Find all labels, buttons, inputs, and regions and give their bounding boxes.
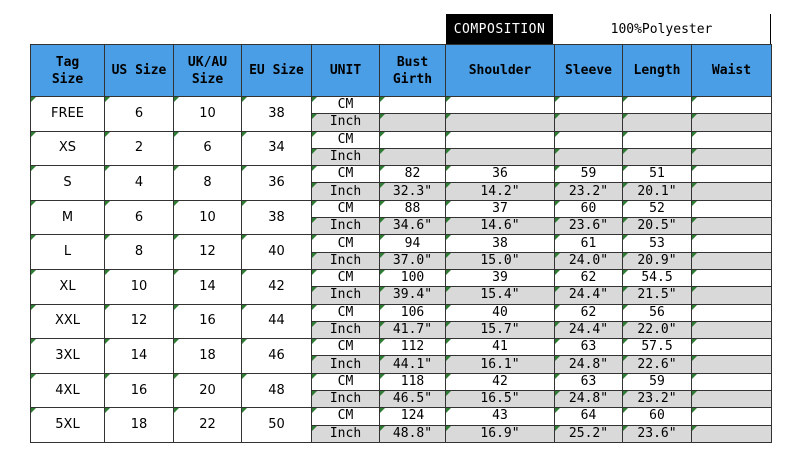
cell-us: 12 bbox=[105, 304, 174, 339]
header-length bbox=[623, 45, 692, 97]
cell-inch-shoulder: 15.0" bbox=[446, 252, 555, 269]
header-text: Sleeve bbox=[565, 63, 612, 78]
header-text: Tag bbox=[55, 54, 80, 70]
cell-cm-waist bbox=[692, 408, 772, 425]
header-eu-size bbox=[242, 45, 312, 97]
cell-inch-length: 22.0" bbox=[623, 321, 692, 338]
header-bust-girth bbox=[380, 45, 446, 97]
cell-inch-length: 23.2" bbox=[623, 391, 692, 408]
table-row bbox=[31, 131, 772, 148]
cell-inch-bust bbox=[380, 114, 446, 131]
cell-cm-length: 57.5 bbox=[623, 339, 692, 356]
header-text: Girth bbox=[392, 71, 433, 87]
cell-us: 6 bbox=[105, 97, 174, 132]
cell-inch-waist bbox=[692, 287, 772, 304]
table-row bbox=[31, 304, 772, 321]
cell-eu: 50 bbox=[242, 408, 312, 443]
cell-cm-length: 54.5 bbox=[623, 269, 692, 286]
header-text: UK/AU bbox=[187, 54, 228, 70]
cell-inch-bust: 39.4" bbox=[380, 287, 446, 304]
cell-inch-sleeve: 23.6" bbox=[555, 218, 623, 235]
cell-tag: 4XL bbox=[31, 373, 105, 408]
cell-inch-sleeve: 25.2" bbox=[555, 425, 623, 442]
cell-cm-unit: CM bbox=[312, 408, 380, 425]
header-tag-size bbox=[31, 45, 105, 97]
header-text: US Size bbox=[111, 63, 167, 78]
cell-cm-shoulder: 36 bbox=[446, 166, 555, 183]
cell-us: 8 bbox=[105, 235, 174, 270]
cell-cm-waist bbox=[692, 269, 772, 286]
cell-inch-unit: Inch bbox=[312, 287, 380, 304]
cell-inch-sleeve: 24.0" bbox=[555, 252, 623, 269]
cell-inch-sleeve bbox=[555, 148, 623, 165]
cell-cm-sleeve bbox=[555, 97, 623, 114]
cell-uk: 18 bbox=[174, 339, 242, 374]
cell-cm-unit: CM bbox=[312, 97, 380, 114]
header-shoulder bbox=[446, 45, 555, 97]
cell-inch-shoulder: 14.6" bbox=[446, 218, 555, 235]
composition-bar bbox=[446, 14, 771, 44]
cell-uk: 10 bbox=[174, 200, 242, 235]
cell-tag: 5XL bbox=[31, 408, 105, 443]
cell-inch-bust: 48.8" bbox=[380, 425, 446, 442]
cell-cm-shoulder: 43 bbox=[446, 408, 555, 425]
cell-inch-length: 20.9" bbox=[623, 252, 692, 269]
cell-tag: XS bbox=[31, 131, 105, 166]
cell-inch-bust bbox=[380, 148, 446, 165]
cell-eu: 42 bbox=[242, 269, 312, 304]
cell-inch-length bbox=[623, 114, 692, 131]
cell-eu: 38 bbox=[242, 200, 312, 235]
header-unit bbox=[312, 45, 380, 97]
header-uk-au-size bbox=[174, 45, 242, 97]
cell-inch-unit: Inch bbox=[312, 425, 380, 442]
cell-cm-shoulder: 39 bbox=[446, 269, 555, 286]
cell-cm-length: 59 bbox=[623, 373, 692, 390]
cell-inch-length: 22.6" bbox=[623, 356, 692, 373]
cell-inch-unit: Inch bbox=[312, 183, 380, 200]
cell-inch-waist bbox=[692, 183, 772, 200]
cell-cm-bust: 124 bbox=[380, 408, 446, 425]
cell-cm-bust: 106 bbox=[380, 304, 446, 321]
cell-tag: XL bbox=[31, 269, 105, 304]
cell-inch-waist bbox=[692, 391, 772, 408]
header-row bbox=[31, 45, 772, 97]
cell-uk: 14 bbox=[174, 269, 242, 304]
cell-inch-waist bbox=[692, 321, 772, 338]
cell-cm-bust: 112 bbox=[380, 339, 446, 356]
cell-cm-sleeve bbox=[555, 131, 623, 148]
cell-inch-sleeve: 24.8" bbox=[555, 391, 623, 408]
cell-inch-waist bbox=[692, 148, 772, 165]
cell-inch-sleeve bbox=[555, 114, 623, 131]
header-waist bbox=[692, 45, 772, 97]
cell-tag: S bbox=[31, 166, 105, 201]
cell-inch-shoulder: 16.1" bbox=[446, 356, 555, 373]
cell-us: 4 bbox=[105, 166, 174, 201]
cell-inch-shoulder: 16.9" bbox=[446, 425, 555, 442]
cell-inch-bust: 37.0" bbox=[380, 252, 446, 269]
cell-uk: 8 bbox=[174, 166, 242, 201]
cell-inch-sleeve: 23.2" bbox=[555, 183, 623, 200]
cell-eu: 36 bbox=[242, 166, 312, 201]
cell-uk: 16 bbox=[174, 304, 242, 339]
cell-eu: 48 bbox=[242, 373, 312, 408]
cell-cm-waist bbox=[692, 97, 772, 114]
cell-inch-bust: 34.6" bbox=[380, 218, 446, 235]
header-text: Size bbox=[191, 71, 224, 87]
cell-cm-sleeve: 62 bbox=[555, 269, 623, 286]
cell-tag: XXL bbox=[31, 304, 105, 339]
header-sleeve bbox=[555, 45, 623, 97]
cell-cm-shoulder bbox=[446, 131, 555, 148]
cell-cm-shoulder: 42 bbox=[446, 373, 555, 390]
cell-cm-length: 53 bbox=[623, 235, 692, 252]
cell-inch-unit: Inch bbox=[312, 218, 380, 235]
cell-cm-bust: 82 bbox=[380, 166, 446, 183]
cell-cm-bust: 88 bbox=[380, 200, 446, 217]
cell-cm-sleeve: 60 bbox=[555, 200, 623, 217]
composition-value: 100%Polyester bbox=[553, 14, 771, 44]
cell-cm-length bbox=[623, 131, 692, 148]
cell-inch-length bbox=[623, 148, 692, 165]
cell-us: 6 bbox=[105, 200, 174, 235]
cell-cm-length: 51 bbox=[623, 166, 692, 183]
header-text: Shoulder bbox=[468, 63, 532, 78]
composition-label: COMPOSITION bbox=[446, 14, 553, 44]
cell-uk: 6 bbox=[174, 131, 242, 166]
cell-uk: 12 bbox=[174, 235, 242, 270]
cell-cm-length bbox=[623, 97, 692, 114]
cell-inch-shoulder: 16.5" bbox=[446, 391, 555, 408]
cell-cm-bust bbox=[380, 131, 446, 148]
cell-us: 16 bbox=[105, 373, 174, 408]
table-row bbox=[31, 269, 772, 286]
cell-cm-sleeve: 63 bbox=[555, 339, 623, 356]
cell-cm-sleeve: 61 bbox=[555, 235, 623, 252]
cell-cm-waist bbox=[692, 339, 772, 356]
cell-uk: 22 bbox=[174, 408, 242, 443]
cell-us: 14 bbox=[105, 339, 174, 374]
cell-inch-bust: 46.5" bbox=[380, 391, 446, 408]
cell-cm-shoulder: 38 bbox=[446, 235, 555, 252]
cell-inch-unit: Inch bbox=[312, 252, 380, 269]
cell-cm-sleeve: 62 bbox=[555, 304, 623, 321]
cell-cm-waist bbox=[692, 373, 772, 390]
cell-cm-unit: CM bbox=[312, 235, 380, 252]
cell-cm-unit: CM bbox=[312, 373, 380, 390]
cell-cm-shoulder bbox=[446, 97, 555, 114]
cell-us: 18 bbox=[105, 408, 174, 443]
cell-inch-sleeve: 24.8" bbox=[555, 356, 623, 373]
cell-eu: 34 bbox=[242, 131, 312, 166]
cell-cm-shoulder: 41 bbox=[446, 339, 555, 356]
table-row bbox=[31, 408, 772, 425]
cell-inch-sleeve: 24.4" bbox=[555, 287, 623, 304]
cell-inch-waist bbox=[692, 218, 772, 235]
table-row bbox=[31, 166, 772, 183]
cell-inch-bust: 32.3" bbox=[380, 183, 446, 200]
cell-eu: 40 bbox=[242, 235, 312, 270]
cell-inch-length: 21.5" bbox=[623, 287, 692, 304]
cell-inch-shoulder: 14.2" bbox=[446, 183, 555, 200]
cell-cm-waist bbox=[692, 200, 772, 217]
cell-inch-shoulder bbox=[446, 148, 555, 165]
cell-cm-unit: CM bbox=[312, 166, 380, 183]
cell-cm-waist bbox=[692, 304, 772, 321]
cell-cm-bust: 94 bbox=[380, 235, 446, 252]
cell-cm-length: 60 bbox=[623, 408, 692, 425]
cell-cm-sleeve: 64 bbox=[555, 408, 623, 425]
cell-tag: M bbox=[31, 200, 105, 235]
cell-cm-sleeve: 63 bbox=[555, 373, 623, 390]
cell-cm-length: 52 bbox=[623, 200, 692, 217]
cell-tag: L bbox=[31, 235, 105, 270]
header-text: EU Size bbox=[249, 63, 304, 78]
table-body bbox=[31, 97, 772, 443]
header-us-size bbox=[105, 45, 174, 97]
table-row bbox=[31, 373, 772, 390]
cell-inch-unit: Inch bbox=[312, 114, 380, 131]
cell-inch-length: 23.6" bbox=[623, 425, 692, 442]
table-row bbox=[31, 97, 772, 114]
cell-cm-waist bbox=[692, 131, 772, 148]
cell-inch-sleeve: 24.4" bbox=[555, 321, 623, 338]
cell-eu: 44 bbox=[242, 304, 312, 339]
cell-us: 10 bbox=[105, 269, 174, 304]
cell-uk: 20 bbox=[174, 373, 242, 408]
cell-inch-waist bbox=[692, 356, 772, 373]
cell-cm-sleeve: 59 bbox=[555, 166, 623, 183]
cell-inch-shoulder: 15.4" bbox=[446, 287, 555, 304]
header-text: Length bbox=[633, 63, 681, 78]
cell-inch-waist bbox=[692, 252, 772, 269]
cell-inch-unit: Inch bbox=[312, 148, 380, 165]
cell-cm-waist bbox=[692, 166, 772, 183]
cell-cm-bust: 118 bbox=[380, 373, 446, 390]
cell-inch-unit: Inch bbox=[312, 321, 380, 338]
header-text: Size bbox=[51, 71, 84, 87]
header-text: UNIT bbox=[329, 63, 362, 78]
cell-cm-unit: CM bbox=[312, 131, 380, 148]
header-text: Bust bbox=[396, 54, 429, 70]
cell-cm-unit: CM bbox=[312, 339, 380, 356]
cell-inch-unit: Inch bbox=[312, 391, 380, 408]
header-text: Waist bbox=[711, 63, 752, 78]
cell-cm-unit: CM bbox=[312, 269, 380, 286]
cell-eu: 46 bbox=[242, 339, 312, 374]
cell-cm-waist bbox=[692, 235, 772, 252]
cell-inch-bust: 41.7" bbox=[380, 321, 446, 338]
cell-cm-unit: CM bbox=[312, 200, 380, 217]
cell-inch-bust: 44.1" bbox=[380, 356, 446, 373]
cell-cm-length: 56 bbox=[623, 304, 692, 321]
cell-inch-shoulder: 15.7" bbox=[446, 321, 555, 338]
cell-tag: 3XL bbox=[31, 339, 105, 374]
table-row bbox=[31, 200, 772, 217]
cell-inch-waist bbox=[692, 114, 772, 131]
cell-inch-shoulder bbox=[446, 114, 555, 131]
table-row bbox=[31, 339, 772, 356]
cell-cm-bust bbox=[380, 97, 446, 114]
cell-cm-shoulder: 37 bbox=[446, 200, 555, 217]
cell-inch-length: 20.5" bbox=[623, 218, 692, 235]
cell-eu: 38 bbox=[242, 97, 312, 132]
table-row bbox=[31, 235, 772, 252]
cell-inch-waist bbox=[692, 425, 772, 442]
cell-cm-bust: 100 bbox=[380, 269, 446, 286]
cell-tag: FREE bbox=[31, 97, 105, 132]
cell-uk: 10 bbox=[174, 97, 242, 132]
size-chart-table bbox=[30, 44, 772, 443]
cell-cm-unit: CM bbox=[312, 304, 380, 321]
cell-inch-length: 20.1" bbox=[623, 183, 692, 200]
cell-cm-shoulder: 40 bbox=[446, 304, 555, 321]
cell-us: 2 bbox=[105, 131, 174, 166]
cell-inch-unit: Inch bbox=[312, 356, 380, 373]
